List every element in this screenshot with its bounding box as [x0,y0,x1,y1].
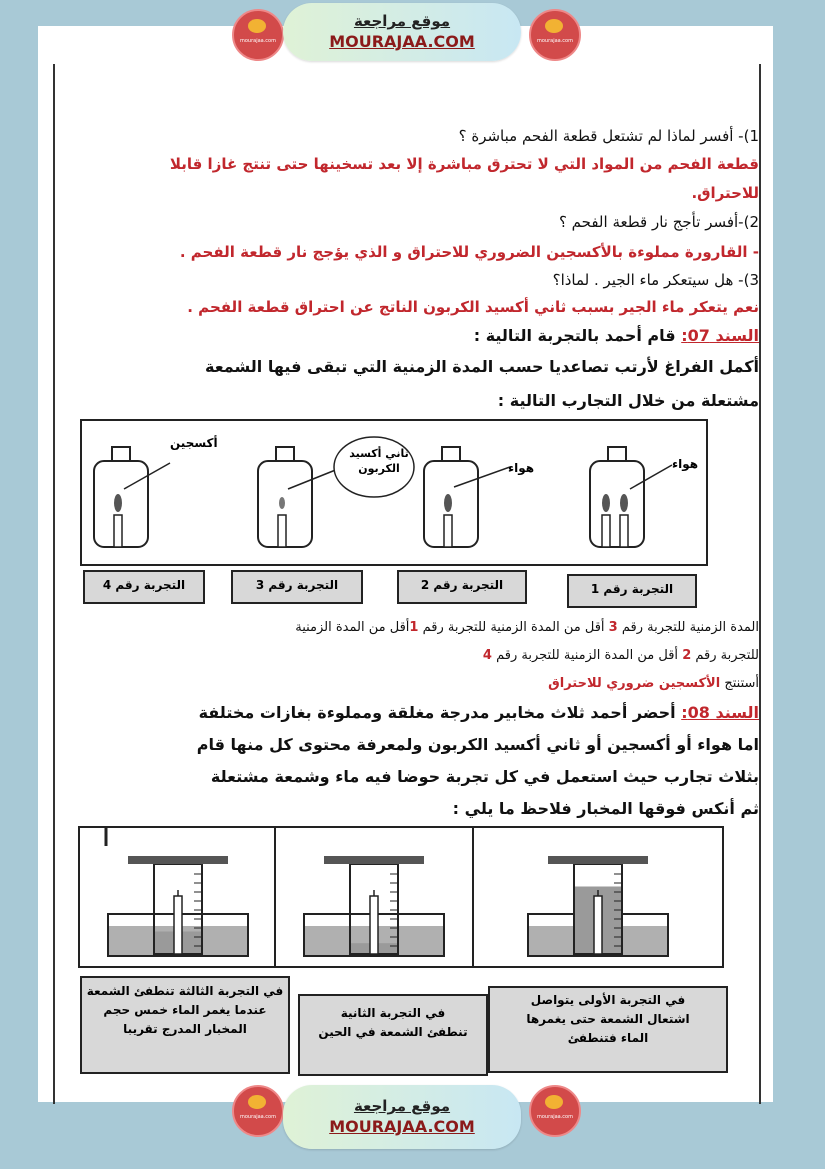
gas-label-exp-2: هواء [508,461,535,475]
cylinder-base [324,856,424,864]
caption-exp8-1 [488,986,728,1073]
sanad-07-label: السند 07: [681,326,759,345]
site-name-arabic: موقع مراجعة [353,1097,451,1115]
caption-line: المخبار المدرج تقريبا [123,1022,247,1036]
gas-label-exp-3: ثاني أكسيد الكربون [349,447,409,475]
answer-3: نعم يتعكر ماء الجير بسبب ثاني أكسيد الكربون الناتج عن احتراق قطعة الفحم . [187,298,759,316]
fill-text: أقل من المدة الزمنية للتجربة رقم [422,620,605,635]
site-logo-right[interactable]: mourajaa.com [529,9,581,61]
site-name-latin: MOURAJAA.COM [329,32,475,51]
answer-1-line-1: قطعة الفحم من المواد التي لا تحترق مباشرة إلا بعد تسخينها حتى تنتج غازا قابلا [169,155,759,173]
sanad-08-text: أحضر أحمد ثلاث مخابير مدرجة مغلقة ومملوءة بغازات مختلفة [198,703,676,722]
fill-text: المدة الزمنية للتجربة رقم [621,620,759,635]
sanad-08-line-1 [199,703,759,722]
site-banner-bottom[interactable] [283,1085,521,1149]
caption-line: تنطفئ الشمعة في الحين [318,1025,468,1039]
candle [594,896,602,954]
answer-2: - القارورة مملوءة بالأكسجين الضروري للاحتراق و الذي يؤجج نار قطعة الفحم . [179,243,759,261]
caption-line: اشتعال الشمعة حتى يغمرها [526,1012,690,1026]
cylinder-base [548,856,648,864]
site-logo-left[interactable]: mourajaa.com [232,9,284,61]
fill-answer: الأكسجين ضروري للاحتراق [548,676,721,691]
fill-text: للتجربة رقم [695,648,759,663]
sanad-08-line-3: بثلاث تجارب حيث استعمل في كل تجربة حوضا فيه ماء وشمعة مشتعلة [210,767,759,786]
cylinder-base [128,856,228,864]
site-banner-top[interactable] [283,3,521,61]
caption-exp-4: التجربة رقم 4 [102,578,186,592]
caption-exp-3: التجربة رقم 3 [255,578,339,592]
answer-1-line-2: للاحتراق. [691,184,759,202]
fill-answer: 1 [409,620,419,635]
fill-line-3 [548,676,759,691]
gas-label-exp-4: أكسجين [170,436,218,450]
caption-exp-1: التجربة رقم 1 [590,582,674,596]
sanad-07-heading [474,326,759,345]
caption-exp-2: التجربة رقم 2 [420,578,504,592]
caption-exp8-2 [298,994,488,1076]
candle [370,896,378,954]
caption-exp8-3 [80,976,290,1074]
caption-line: الماء فتنطفئ [567,1031,649,1045]
fill-line-2 [483,648,759,663]
caption-line: في التجربة الأولى يتواصل [530,993,686,1007]
question-3: 3)- هل سيتعكر ماء الجير . لماذا؟ [552,271,759,289]
fill-text: أستنتج [724,676,759,691]
fill-answer: 3 [608,620,618,635]
site-logo-left-footer[interactable]: mourajaa.com [232,1085,284,1137]
sanad-08-line-2: اما هواء أو أكسجين أو ثاني أكسيد الكربون ولمعرفة محتوى كل منها قام [196,735,759,754]
caption-line: في التجربة الثانية [340,1006,446,1020]
sanad-07-text-2: مشتعلة من خلال التجارب التالية : [497,391,759,410]
question-2: 2)-أفسر تأجج نار قطعة الفحم ؟ [558,213,759,231]
sanad-07-title: قام أحمد بالتجربة التالية : [473,326,676,345]
fill-text: أقل من المدة الزمنية [295,620,410,635]
sanad-08-label: السند 08: [681,703,759,722]
sanad-07-text-1: أكمل الفراغ لأرتب تصاعديا حسب المدة الزمنية التي تبقى فيها الشمعة [205,357,759,376]
site-name-arabic: موقع مراجعة [353,12,451,30]
sanad-08-line-4: ثم أنكس فوقها المخبار فلاحظ ما يلي : [452,799,759,818]
caption-line: في التجربة الثالثة تنطفئ الشمعة [86,984,284,998]
fill-answer: 4 [482,648,492,663]
candle [174,896,182,954]
gas-label-exp-1: هواء [672,457,699,471]
fill-text: أقل من المدة الزمنية للتجربة رقم [496,648,679,663]
site-logo-right-footer[interactable]: mourajaa.com [529,1085,581,1137]
question-1: 1)- أفسر لماذا لم تشتعل قطعة الفحم مباشرة ؟ [458,127,759,145]
caption-line: عندما يغمر الماء خمس حجم [103,1003,267,1017]
fill-line-1 [295,620,759,635]
site-name-latin: MOURAJAA.COM [329,1117,475,1136]
fill-answer: 2 [682,648,692,663]
